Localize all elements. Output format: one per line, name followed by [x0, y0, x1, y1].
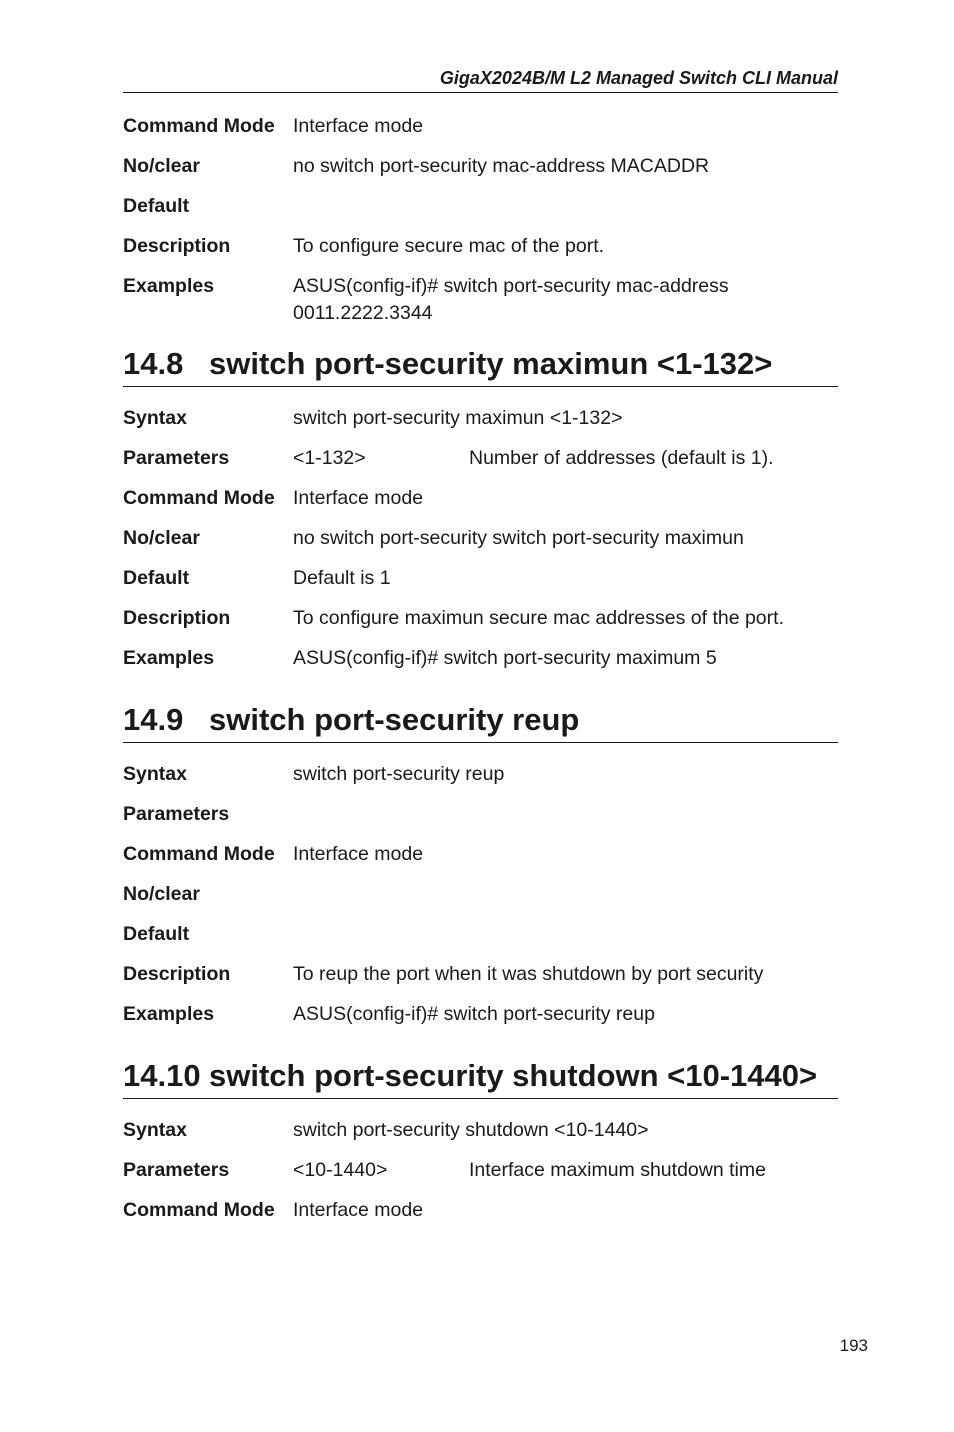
attribute-value: ASUS(config-if)# switch port-security reup — [293, 1003, 655, 1025]
attribute-value: switch port-security reup — [293, 763, 505, 785]
attribute-label: No/clear — [123, 883, 200, 905]
attribute-label: Default — [123, 567, 190, 589]
section-heading-14-9 — [123, 702, 838, 743]
attribute-label: Parameters — [123, 447, 230, 469]
attribute-value: no switch port-security mac-address MACADDR — [293, 155, 710, 177]
attribute-value — [293, 445, 838, 472]
attribute-label: No/clear — [123, 155, 200, 177]
attribute-value: To reup the port when it was shutdown by port security — [293, 963, 764, 985]
section-body-14-8 — [123, 405, 838, 685]
attribute-row-description — [123, 233, 838, 273]
attribute-label: Examples — [123, 1003, 215, 1025]
attribute-label: Command Mode — [123, 487, 275, 509]
attribute-label: Command Mode — [123, 1199, 275, 1221]
section-title-text: switch port-security maximun <1-132> — [209, 346, 773, 381]
attribute-value: Interface mode — [293, 1199, 424, 1221]
attribute-value: To configure maximun secure mac addresses of the port. — [293, 607, 784, 629]
example-line-1: ASUS(config-if)# switch port-security mac-address — [293, 275, 729, 297]
attribute-label: Default — [123, 195, 190, 217]
parameter-description: Interface maximum shutdown time — [469, 1159, 766, 1181]
attribute-value — [293, 1157, 838, 1184]
section-title-text: switch port-security reup — [209, 702, 580, 737]
section-body-14-10 — [123, 1117, 838, 1237]
attribute-label: Syntax — [123, 1119, 187, 1141]
attribute-row-examples — [123, 1001, 838, 1041]
attribute-value — [293, 273, 838, 327]
attribute-label: Command Mode — [123, 843, 275, 865]
previous-section-continuation — [123, 113, 838, 329]
attribute-value: Interface mode — [293, 115, 424, 137]
parameter-name: <10-1440> — [293, 1159, 388, 1181]
attribute-row-default — [123, 193, 838, 233]
section-title-text: switch port-security shutdown <10-1440> — [209, 1058, 818, 1093]
attribute-row-syntax — [123, 761, 838, 801]
attribute-label: Examples — [123, 275, 215, 297]
parameter-name: <1-132> — [293, 447, 366, 469]
attribute-value: To configure secure mac of the port. — [293, 235, 605, 257]
attribute-value: no switch port-security switch port-security maximun — [293, 527, 744, 549]
attribute-value: switch port-security maximun <1-132> — [293, 407, 623, 429]
attribute-row-command-mode — [123, 1197, 838, 1237]
attribute-row-examples — [123, 645, 838, 685]
attribute-value: Default is 1 — [293, 567, 391, 589]
example-line-2: 0011.2222.3344 — [293, 302, 433, 324]
attribute-label: Syntax — [123, 763, 187, 785]
attribute-row-no-clear — [123, 153, 838, 193]
attribute-label: Examples — [123, 647, 215, 669]
section-number: 14.9 — [123, 702, 184, 737]
attribute-label: Description — [123, 235, 231, 257]
attribute-row-parameters — [123, 801, 838, 841]
page-header: GigaX2024B/M L2 Managed Switch CLI Manual — [123, 68, 838, 93]
attribute-value: Interface mode — [293, 843, 424, 865]
attribute-row-command-mode — [123, 485, 838, 525]
attribute-value: Interface mode — [293, 487, 424, 509]
parameter-description: Number of addresses (default is 1). — [469, 447, 774, 469]
attribute-row-examples — [123, 273, 838, 329]
section-body-14-9 — [123, 761, 838, 1041]
attribute-label: No/clear — [123, 527, 200, 549]
attribute-label: Default — [123, 923, 190, 945]
attribute-row-no-clear — [123, 525, 838, 565]
section-heading-14-8 — [123, 346, 838, 387]
attribute-row-no-clear — [123, 881, 838, 921]
attribute-label: Command Mode — [123, 115, 275, 137]
attribute-row-description — [123, 605, 838, 645]
attribute-label: Description — [123, 963, 231, 985]
section-number: 14.10 — [123, 1058, 201, 1093]
attribute-row-default — [123, 565, 838, 605]
attribute-label: Syntax — [123, 407, 187, 429]
section-number: 14.8 — [123, 346, 184, 381]
attribute-row-description — [123, 961, 838, 1001]
section-heading-14-10 — [123, 1058, 838, 1099]
attribute-row-command-mode — [123, 841, 838, 881]
attribute-label: Description — [123, 607, 231, 629]
page-number: 193 — [839, 1336, 868, 1355]
attribute-label: Parameters — [123, 1159, 230, 1181]
attribute-value: ASUS(config-if)# switch port-security maximum 5 — [293, 647, 717, 669]
page-content — [123, 113, 838, 1237]
attribute-row-syntax — [123, 1117, 838, 1157]
attribute-label: Parameters — [123, 803, 230, 825]
attribute-value: switch port-security shutdown <10-1440> — [293, 1119, 649, 1141]
attribute-row-command-mode — [123, 113, 838, 153]
attribute-row-default — [123, 921, 838, 961]
attribute-row-parameters — [123, 1157, 838, 1197]
attribute-row-parameters — [123, 445, 838, 485]
attribute-row-syntax — [123, 405, 838, 445]
